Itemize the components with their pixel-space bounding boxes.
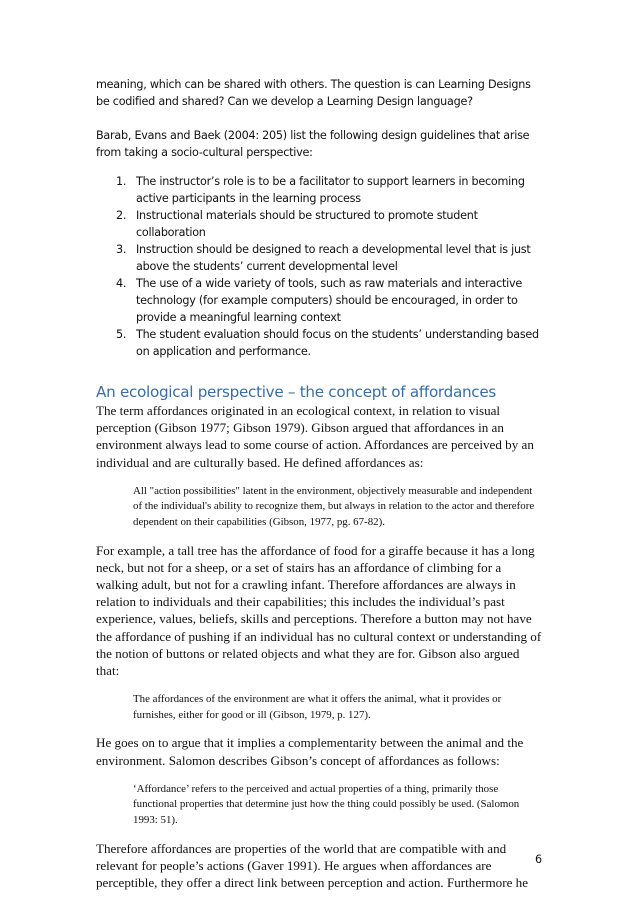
paragraph-complementarity: He goes on to argue that it implies a complementarity between the animal and the environment. Salomon describes Gibson’s concept of affordances as follows: bbox=[96, 735, 524, 768]
list-item bbox=[96, 241, 542, 275]
list-number: 1. bbox=[116, 175, 127, 188]
page-number: 6 bbox=[535, 853, 543, 866]
paragraph-guidelines-intro: Barab, Evans and Baek (2004: 205) list the following design guidelines that arise from taking a socio-cultural perspective: bbox=[96, 129, 530, 159]
section-heading: An ecological perspective – the concept of affordances bbox=[96, 383, 496, 401]
list-item-text: Instruction should be designed to reach a developmental level that is just above the students’ current developmental level bbox=[136, 243, 531, 273]
list-item-text: The instructor’s role is to be a facilitator to support learners in becoming active participants in the learning process bbox=[136, 175, 525, 205]
list-item bbox=[96, 275, 542, 326]
list-number: 2. bbox=[116, 209, 127, 222]
list-item-text: Instructional materials should be structured to promote student collaboration bbox=[136, 209, 478, 239]
block-quote-gibson-1979: The affordances of the environment are what it offers the animal, what it provides or furnishes, either for good or ill (Gibson, 1979, p. 127). bbox=[133, 693, 502, 721]
document-body bbox=[96, 76, 542, 891]
guidelines-list bbox=[96, 173, 542, 360]
paragraph-affordances-origin: The term affordances originated in an ecological context, in relation to visual perception (Gibson 1977; Gibson 1979). Gibson argued that affordances in an environment always lead to some course of action. Affordances are perceived by an individual and are culturally based. He defined affordances as: bbox=[96, 403, 534, 470]
paragraph-intro: meaning, which can be shared with others. The question is can Learning Designs be codified and shared? Can we develop a Learning Design language? bbox=[96, 78, 531, 108]
list-number: 5. bbox=[116, 328, 127, 341]
paragraph-example: For example, a tall tree has the affordance of food for a giraffe because it has a long neck, but not for a sheep, or a set of stairs has an affordance of climbing for a walking adult, but not for a crawling infant. Therefore affordances are always in relation to individuals and their capabilities; this includes the individual’s past experience, values, beliefs, skills and perceptions. Therefore a button may not have the affordance of pushing if an individual has no cultural context or understanding of the notion of buttons or related objects and what they are for. Gibson also argued that: bbox=[96, 542, 542, 679]
list-item-text: The use of a wide variety of tools, such as raw materials and interactive technology (for example computers) should be encouraged, in order to provide a meaningful learning context bbox=[136, 277, 522, 324]
block-quote-gibson-1977: All "action possibilities" latent in the environment, objectively measurable and independent of the individual's ability to recognize them, but always in relation to the actor and therefore dependent on their capabilities (Gibson, 1977, pg. 67-82). bbox=[133, 484, 535, 528]
list-number: 3. bbox=[116, 243, 127, 256]
list-number: 4. bbox=[116, 277, 127, 290]
list-item bbox=[96, 173, 542, 207]
list-item-text: The student evaluation should focus on the students’ understanding based on application and performance. bbox=[136, 328, 539, 358]
list-item bbox=[96, 326, 542, 360]
list-item bbox=[96, 207, 542, 241]
block-quote-salomon: ‘Affordance’ refers to the perceived and actual properties of a thing, primarily those functional properties that determine just how the thing could possibly be used. (Salomon 1993: 51). bbox=[133, 782, 520, 826]
paragraph-conclusion: Therefore affordances are properties of the world that are compatible with and relevant for people’s actions (Gaver 1991). He argues when affordances are perceptible, they offer a direct link between perception and action. Furthermore he bbox=[96, 840, 529, 890]
